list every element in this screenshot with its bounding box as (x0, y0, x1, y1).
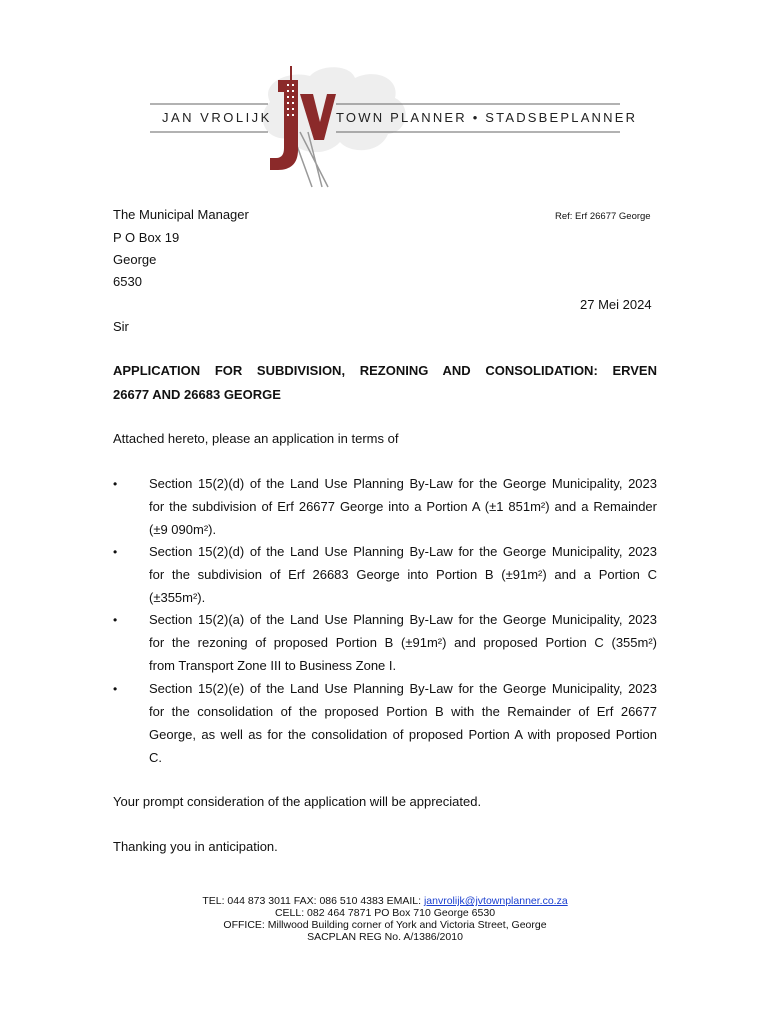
reference: Ref: Erf 26677 George (555, 211, 651, 222)
footer-contact-line (0, 895, 770, 908)
letterhead (150, 62, 638, 192)
footer-office-line: OFFICE: Millwood Building corner of York and Victoria Street, George (223, 919, 547, 931)
footer-reg-line: SACPLAN REG No. A/1386/2010 (307, 931, 463, 943)
bullet-item-1 (149, 472, 657, 541)
bullet-item-3 (149, 608, 657, 677)
address-line-2: P O Box 19 (113, 230, 180, 245)
address-line-4: 6530 (113, 274, 142, 289)
bullet-item-2 (149, 540, 657, 609)
bullet-4-line-4: C. (149, 750, 162, 765)
bullet-1-line-3: (±9 090m²). (149, 522, 217, 537)
footer-email-link[interactable]: janvrolijk@jvtownplanner.co.za (423, 895, 568, 907)
bullet-1-line-2: for the subdivision of Erf 26677 George into a Portion A (±1 851m²) and a Remainder (149, 499, 657, 514)
bullet-3-line-2: for the rezoning of proposed Portion B (±91m²) and proposed Portion C (355m²) (149, 635, 657, 650)
letterhead-graphic (150, 62, 620, 192)
bullet-marker: • (113, 545, 118, 559)
closing-text-1: Your prompt consideration of the application will be appreciated. (113, 794, 482, 809)
bullet-2-line-2: for the subdivision of Erf 26683 George into Portion B (±91m²) and a Portion C (149, 567, 657, 582)
bullet-2-line-1: Section 15(2)(d) of the Land Use Planning By-Law for the George Municipality, 2023 (149, 544, 657, 559)
subject-line-2: 26677 AND 26683 GEORGE (113, 387, 281, 402)
salutation: Sir (113, 319, 129, 334)
bullet-4-line-1: Section 15(2)(e) of the Land Use Planning By-Law for the George Municipality, 2023 (149, 681, 657, 696)
address-line-3: George (113, 252, 157, 267)
bullet-2-line-3: (±355m²). (149, 590, 206, 605)
bullet-3-line-1: Section 15(2)(a) of the Land Use Planning By-Law for the George Municipality, 2023 (149, 612, 657, 627)
bullet-item-4 (149, 677, 657, 769)
bullet-1-line-1: Section 15(2)(d) of the Land Use Planning By-Law for the George Municipality, 2023 (149, 476, 657, 491)
intro-text: Attached hereto, please an application in terms of (113, 431, 399, 446)
bullet-marker: • (113, 682, 118, 696)
letter-date: 27 Mei 2024 (580, 297, 652, 312)
footer-cell-line: CELL: 082 464 7871 PO Box 710 George 6530 (274, 907, 496, 919)
subject-line-1: APPLICATION FOR SUBDIVISION, REZONING AND CONSOLIDATION: ERVEN (113, 363, 657, 378)
bullet-marker: • (113, 613, 118, 627)
bullet-4-line-3: George, as well as for the consolidation of proposed Portion A with proposed Portion (149, 727, 657, 742)
closing-text-2: Thanking you in anticipation. (113, 839, 278, 854)
letterhead-title: TOWN PLANNER • STADSBEPLANNER (336, 110, 638, 125)
bullet-marker: • (113, 477, 118, 491)
address-line-1: The Municipal Manager (113, 207, 249, 222)
bullet-4-line-2: for the consolidation of the proposed Portion B with the Remainder of Erf 26677 (149, 704, 657, 719)
letterhead-name: JAN VROLIJK (162, 110, 272, 125)
bullet-3-line-3: from Transport Zone III to Business Zone I. (149, 658, 397, 673)
footer-tel-fax: TEL: 044 873 3011 FAX: 086 510 4383 EMAIL: (202, 895, 424, 907)
